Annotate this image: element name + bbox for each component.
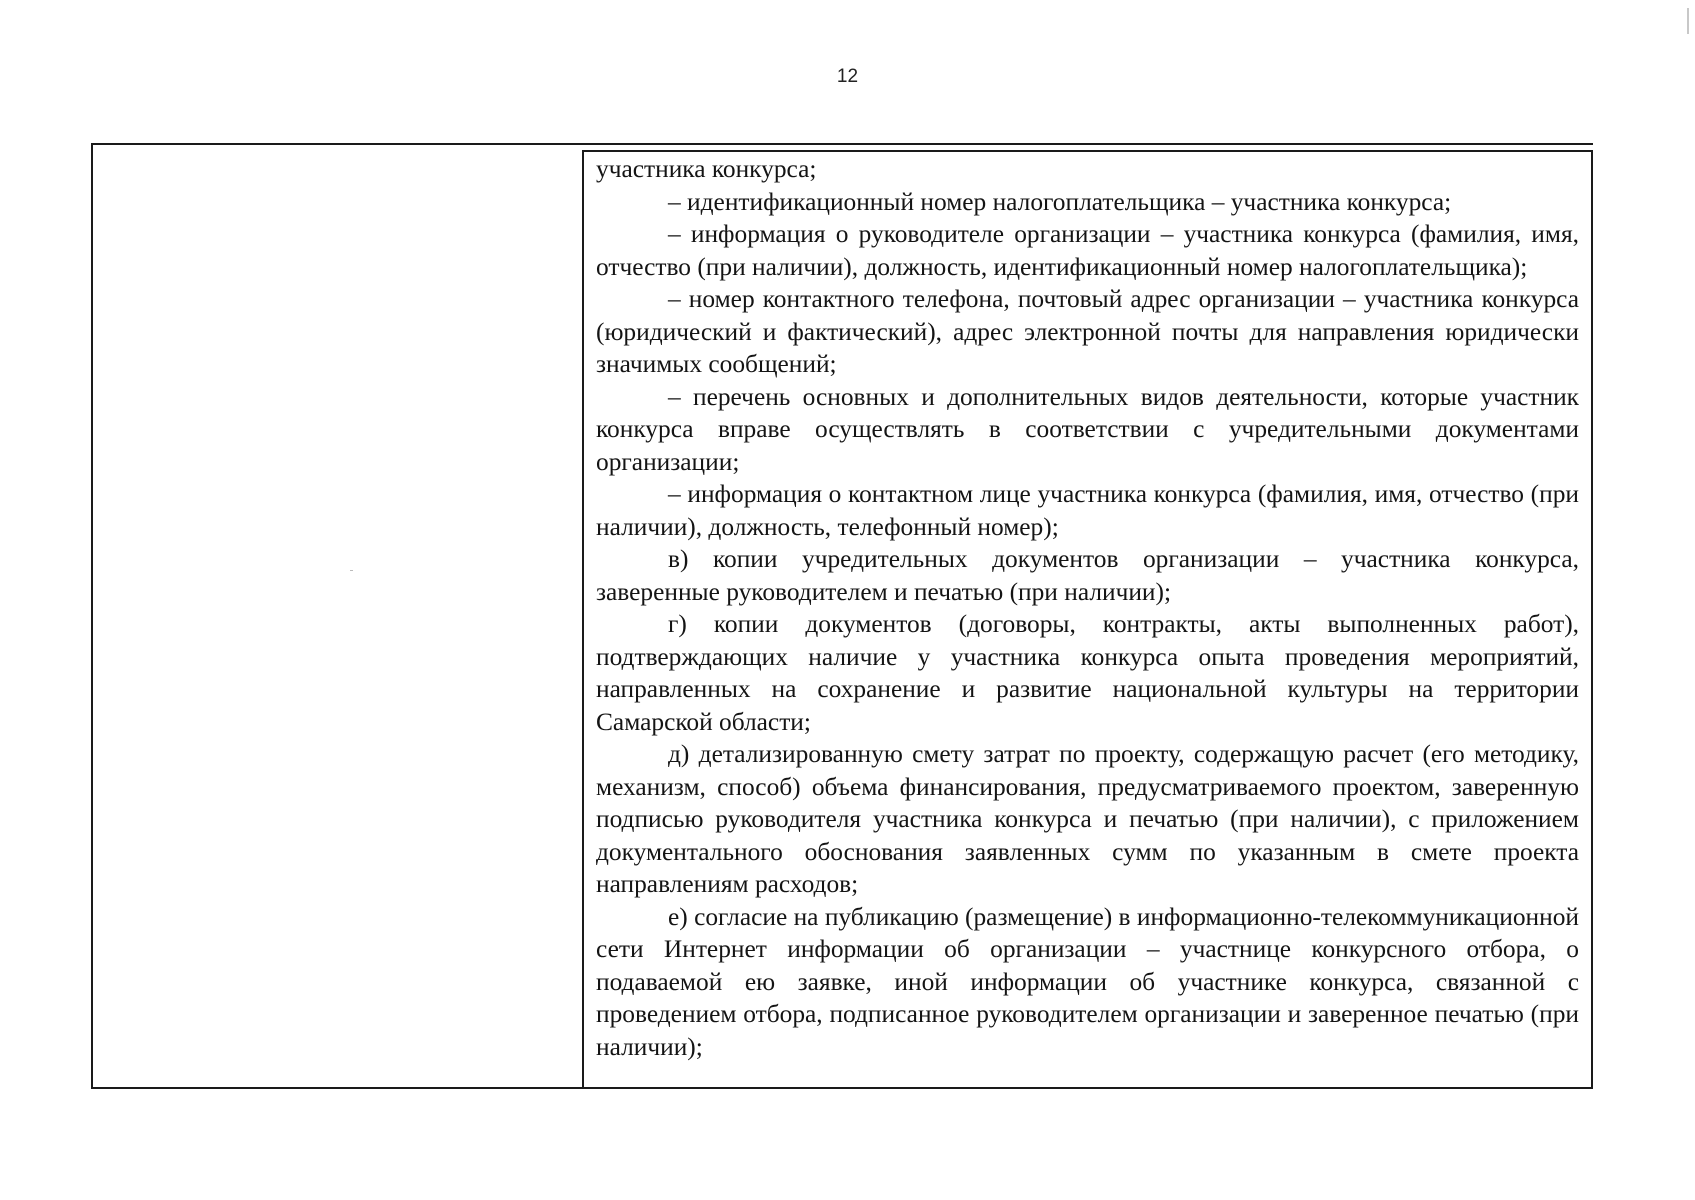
- paragraph: – номер контактного телефона, почтовый адрес организации – участника конкурса (юридический и фактический), адрес электронной почты для направления юридически значимых сообщений;: [596, 285, 1579, 378]
- document-table: [91, 143, 1593, 1089]
- paragraph: – информация о контактном лице участника конкурса (фамилия, имя, отчество (при наличии), должность, телефонный номер);: [596, 480, 1579, 541]
- paragraph: участника конкурса;: [596, 155, 817, 183]
- paragraph: е) согласие на публикацию (размещение) в информационно-телекоммуникационной сети Интернет информации об организации – участнице конкурсного отбора, о подаваемой ею заявке, иной информации об участнике конкурса, связанной с проведением отбора, подписанное руководителем организации и заверенное печатью (при наличии);: [596, 902, 1579, 1061]
- table-right-cell: [582, 150, 1593, 1087]
- paragraph: – перечень основных и дополнительных видов деятельности, которые участник конкурса вправе осуществлять в соответствии с учредительными документами организации;: [596, 382, 1579, 476]
- requirements-text: [596, 153, 1579, 1063]
- scan-artifact-mark: [1687, 8, 1689, 34]
- paragraph: – информация о руководителе организации – участника конкурса (фамилия, имя, отчество (при наличии), должность, идентификационный номер налогоплательщика);: [596, 220, 1579, 281]
- table-left-cell: [93, 145, 582, 1087]
- page-number: 12: [836, 66, 859, 87]
- paragraph: г) копии документов (договоры, контракты, акты выполненных работ), подтверждающих наличие у участника конкурса опыта проведения мероприятий, направленных на сохранение и развитие национальной культуры на территории Самарской области;: [596, 610, 1579, 736]
- paragraph: д) детализированную смету затрат по проекту, содержащую расчет (его методику, механизм, способ) объема финансирования, предусматриваемого проектом, заверенную подписью руководителя участника конкурса и печатью (при наличии), с приложением документального обоснования заявленных сумм по указанным в смете проекта направлениям расходов;: [596, 740, 1579, 898]
- paragraph: в) копии учредительных документов организации – участника конкурса, заверенные руководителем и печатью (при наличии);: [596, 545, 1579, 606]
- paragraph: – идентификационный номер налогоплательщика – участника конкурса;: [668, 187, 1452, 216]
